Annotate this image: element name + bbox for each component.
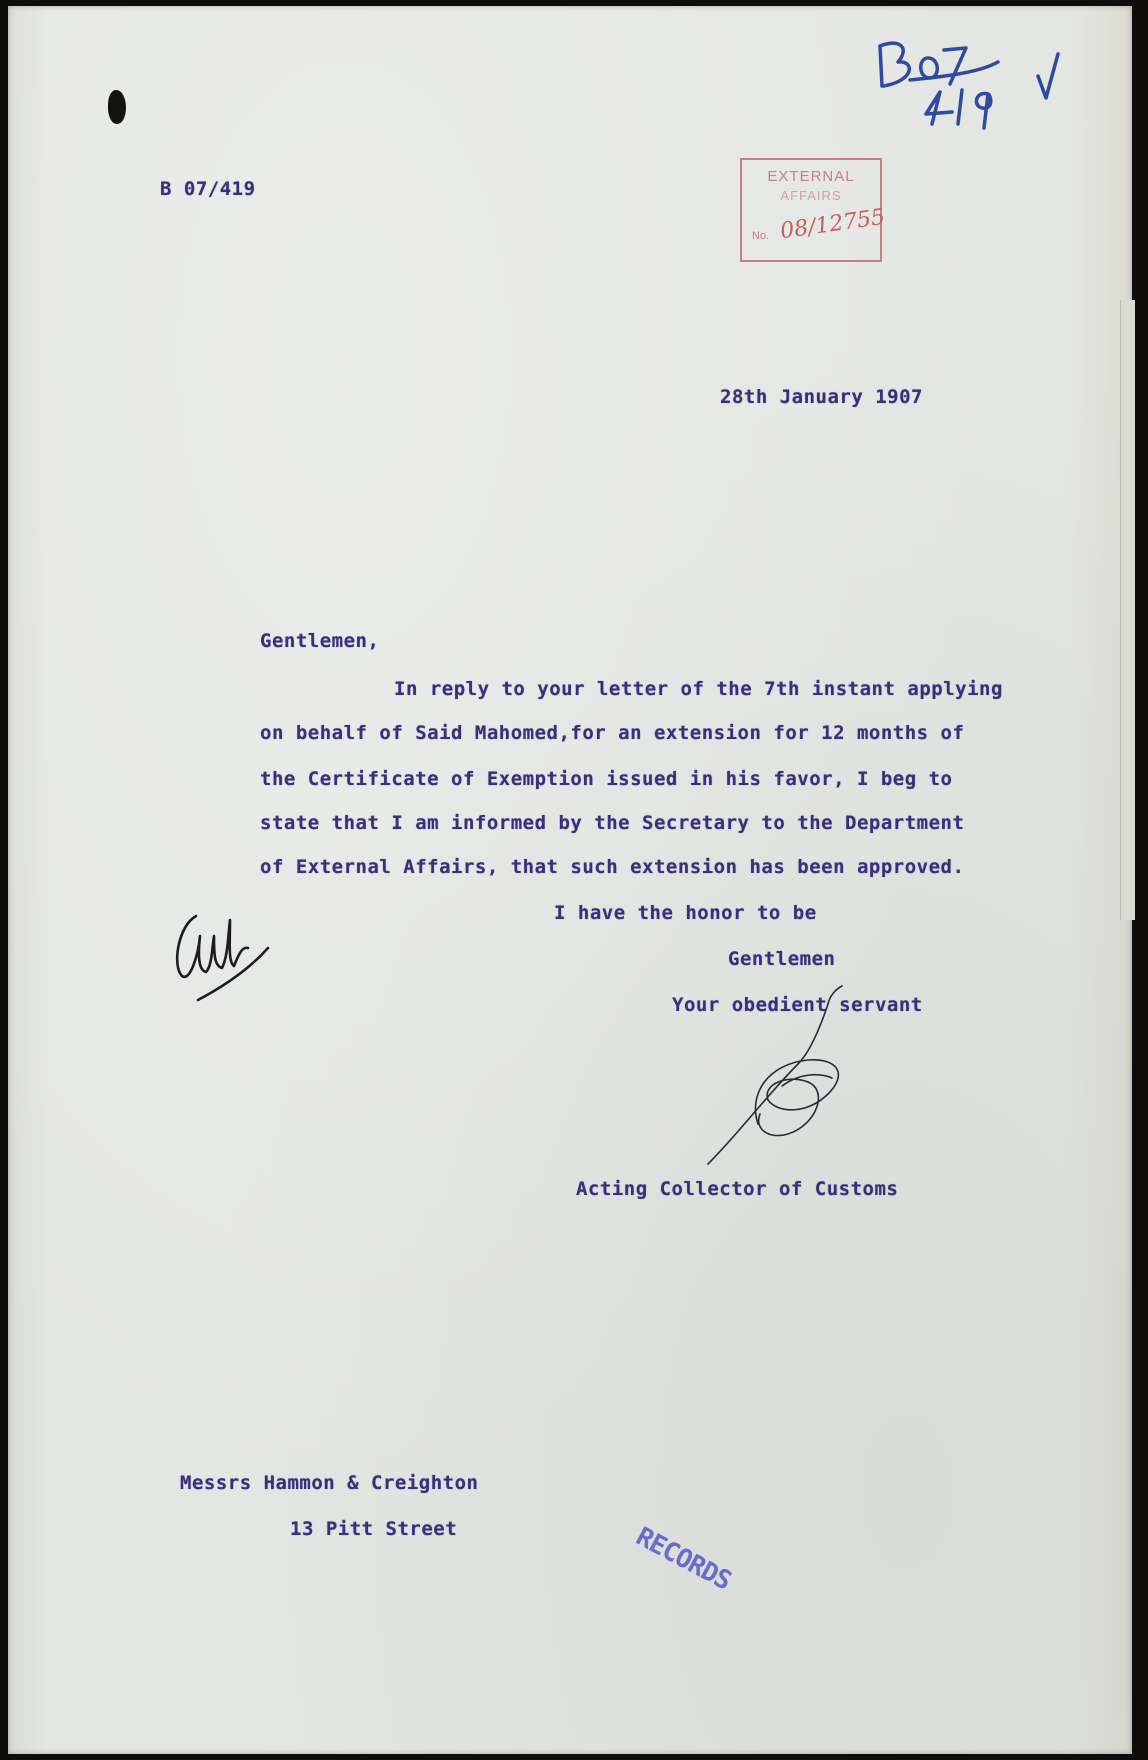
handwritten-reference-graphic: [870, 28, 1110, 138]
signatory-title: Acting Collector of Customs: [576, 1178, 899, 1200]
body-line-3: the Certificate of Exemption issued in his favor, I beg to: [260, 768, 953, 790]
letter-page: [8, 6, 1132, 1754]
closing-line-2: Gentlemen: [728, 948, 836, 970]
marginal-initials-signature: [168, 896, 288, 1006]
body-line-5: of External Affairs, that such extension has been approved.: [260, 856, 965, 878]
stamp-no-label: No.: [752, 230, 770, 242]
addressee-line-2: 13 Pitt Street: [290, 1518, 458, 1540]
stamp-line-external: EXTERNAL: [767, 168, 855, 185]
handwritten-file-reference: [870, 28, 1110, 145]
addressee-line-1: Messrs Hammon & Creighton: [180, 1472, 479, 1494]
letter-date: 28th January 1907: [720, 386, 923, 408]
stamp-line-affairs: AFFAIRS: [780, 188, 842, 203]
closing-line-1: I have the honor to be: [554, 902, 817, 924]
body-line-4: state that I am informed by the Secretary to the Department: [260, 812, 965, 834]
collector-signature: [698, 974, 898, 1174]
received-stamp: RECORDS: [630, 1521, 736, 1597]
salutation: Gentlemen,: [260, 630, 380, 652]
body-line-2: on behalf of Said Mahomed,for an extension for 12 months of: [260, 722, 965, 744]
paper-edge-tab: [1120, 300, 1135, 920]
stamp-handwritten-number: 08/12755: [778, 204, 887, 245]
external-affairs-stamp: [740, 158, 887, 262]
body-line-1: In reply to your letter of the 7th instant applying: [394, 678, 1003, 700]
closing-line-3: Your obedient servant: [672, 994, 923, 1016]
file-reference: B 07/419: [160, 178, 256, 200]
punch-hole: [108, 90, 126, 124]
